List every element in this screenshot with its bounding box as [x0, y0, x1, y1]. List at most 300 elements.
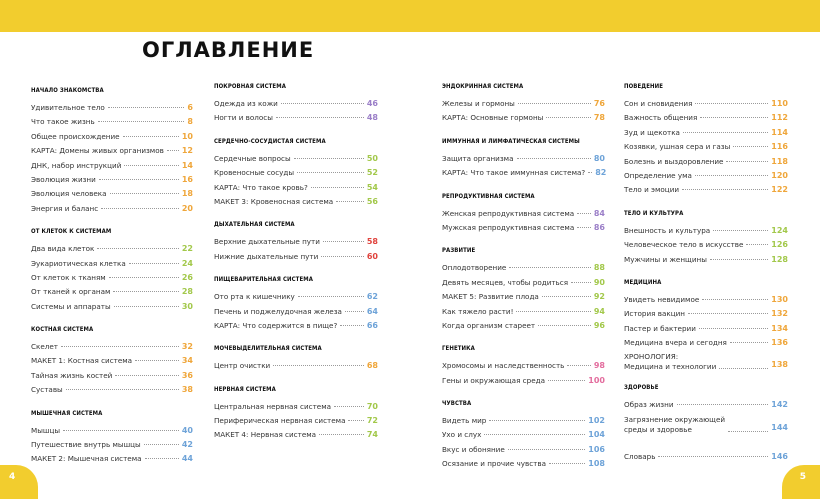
toc-entry[interactable] — [214, 111, 378, 125]
entry-label: Ухо и слух — [442, 430, 482, 440]
toc-entry[interactable] — [624, 238, 788, 252]
toc-entry[interactable] — [214, 166, 378, 180]
entry-page-number: 34 — [181, 356, 193, 366]
entry-label: Мышцы — [31, 425, 61, 435]
section-title: ТЕЛО И КУЛЬТУРА — [624, 209, 684, 217]
toc-section — [31, 227, 193, 314]
entry-label: Тело и эмоции — [624, 185, 680, 195]
dot-leader — [713, 230, 768, 231]
dot-leader — [508, 449, 586, 450]
section-title: РЕПРОДУКТИВНАЯ СИСТЕМА — [442, 192, 535, 200]
toc-entry[interactable] — [31, 452, 193, 466]
entry-label: КАРТА: Домены живых организмов — [31, 146, 164, 156]
section-title: ПОВЕДЕНИЕ — [624, 83, 664, 90]
entry-page-number: 124 — [771, 225, 788, 235]
entry-page-number: 64 — [366, 306, 378, 316]
toc-entry[interactable] — [214, 97, 378, 111]
toc-entry[interactable] — [31, 271, 193, 285]
toc-entry[interactable] — [442, 207, 605, 221]
toc-entry[interactable] — [624, 126, 788, 140]
entry-label: Внешность и культура — [624, 225, 711, 235]
entry-page-number: 114 — [771, 127, 788, 137]
entry-page-number: 128 — [771, 254, 788, 264]
dot-leader — [658, 456, 768, 457]
entry-label: Оплодотворение — [442, 263, 507, 273]
entry-label: ХРОНОЛОГИЯ: Медицина и технологии — [624, 352, 717, 372]
section-title: НАЧАЛО ЗНАКОМСТВА — [31, 87, 104, 94]
entry-page-number: 142 — [771, 400, 788, 410]
dot-leader — [114, 306, 179, 307]
toc-entry[interactable] — [624, 322, 788, 336]
toc-entry[interactable] — [214, 152, 378, 166]
entry-page-number: 112 — [771, 113, 788, 123]
entry-label: Удивительное тело — [31, 103, 105, 112]
dot-leader — [145, 458, 179, 459]
toc-entry[interactable] — [624, 307, 788, 321]
dot-leader — [110, 193, 179, 194]
section-title: СЕРДЕЧНО-СОСУДИСТАЯ СИСТЕМА — [214, 137, 326, 145]
dot-leader — [109, 277, 179, 278]
dot-leader — [746, 244, 768, 245]
toc-entry[interactable] — [214, 195, 378, 209]
entry-page-number: 52 — [366, 168, 378, 178]
toc-section — [442, 399, 605, 472]
entry-label: Определение ума — [624, 170, 692, 180]
dot-leader — [588, 172, 592, 173]
toc-entry[interactable] — [624, 155, 788, 169]
toc-entry[interactable] — [624, 398, 788, 412]
dot-leader — [710, 259, 768, 260]
entry-page-number: 80 — [593, 153, 605, 163]
entry-label: Образ жизни — [624, 400, 674, 410]
toc-column-2 — [214, 82, 378, 454]
dot-leader — [63, 430, 179, 431]
entry-label: Одежда из кожи — [214, 99, 278, 108]
entry-page-number: 146 — [771, 451, 788, 461]
entry-page-number: 86 — [593, 222, 605, 232]
toc-entry[interactable] — [214, 235, 378, 249]
entry-page-number: 110 — [771, 99, 788, 108]
entry-page-number: 96 — [593, 320, 605, 330]
entry-label: МАКЕТ 2: Мышечная система — [31, 454, 142, 464]
toc-entry[interactable] — [214, 290, 378, 304]
entry-label: Общее происхождение — [31, 131, 120, 141]
entry-page-number: 144 — [771, 422, 788, 432]
dot-leader — [276, 117, 364, 118]
dot-leader — [61, 346, 179, 347]
entry-page-number: 68 — [366, 361, 378, 371]
entry-label: Ото рта к кишечнику — [214, 292, 295, 302]
toc-entry[interactable] — [624, 140, 788, 154]
toc-entry[interactable] — [442, 276, 605, 290]
toc-entry[interactable] — [31, 101, 193, 115]
entry-page-number: 22 — [181, 244, 193, 254]
dot-leader — [348, 420, 363, 421]
toc-entry[interactable] — [442, 261, 605, 275]
toc-section — [442, 192, 605, 236]
dot-leader — [321, 256, 364, 257]
entry-label: Мужская репродуктивная система — [442, 222, 575, 232]
dot-leader — [677, 404, 769, 405]
entry-label: Вкус и обоняние — [442, 444, 505, 454]
section-title: НЕРВНАЯ СИСТЕМА — [214, 385, 276, 393]
section-title: ГЕНЕТИКА — [442, 345, 475, 353]
entry-page-number: 24 — [181, 258, 193, 268]
dot-leader — [135, 360, 179, 361]
toc-section — [214, 220, 378, 264]
entry-page-number: 28 — [181, 287, 193, 297]
toc-entry[interactable] — [442, 221, 605, 235]
toc-entry[interactable] — [31, 242, 193, 256]
toc-entry[interactable] — [442, 414, 605, 428]
entry-label: Сердечные вопросы — [214, 153, 291, 163]
entry-page-number: 14 — [181, 160, 193, 170]
toc-entry[interactable] — [624, 224, 788, 238]
entry-label: ДНК, набор инструкций — [31, 160, 122, 170]
toc-column-1 — [31, 86, 193, 478]
entry-label: Загрязнение окружающей среды и здоровье — [624, 414, 726, 434]
toc-entry[interactable] — [624, 413, 788, 435]
toc-entry[interactable] — [442, 428, 605, 442]
entry-label: Как тяжело расти! — [442, 306, 514, 316]
toc-entry[interactable] — [31, 383, 193, 397]
dot-leader — [682, 189, 768, 190]
entry-label: От клеток к тканям — [31, 272, 106, 282]
entry-label: Зуд и щекотка — [624, 127, 680, 137]
entry-label: Хромосомы и наследственность — [442, 361, 565, 371]
entry-label: Верхние дыхательные пути — [214, 237, 320, 247]
toc-entry[interactable] — [31, 354, 193, 368]
dot-leader — [345, 311, 364, 312]
entry-page-number: 20 — [181, 203, 193, 213]
dot-leader — [695, 103, 768, 104]
dot-leader — [509, 267, 591, 268]
entry-label: Два вида клеток — [31, 244, 95, 254]
dot-leader — [700, 117, 768, 118]
dot-leader — [273, 365, 364, 366]
toc-section — [442, 344, 605, 388]
section-title: МЫШЕЧНАЯ СИСТЕМА — [31, 409, 103, 417]
entry-label: Эволюция человека — [31, 189, 107, 199]
entry-page-number: 56 — [366, 196, 378, 206]
dot-leader — [542, 296, 591, 297]
toc-entry[interactable] — [31, 130, 193, 144]
toc-section — [214, 137, 378, 210]
entry-label: Болезнь и выздоровление — [624, 156, 724, 166]
toc-entry[interactable] — [31, 369, 193, 383]
entry-label: Системы и аппараты — [31, 301, 111, 311]
toc-entry[interactable] — [31, 438, 193, 452]
dot-leader — [719, 368, 768, 369]
dot-leader — [167, 150, 179, 151]
toc-section — [214, 275, 378, 333]
entry-page-number: 8 — [187, 117, 193, 127]
toc-entry[interactable] — [624, 253, 788, 267]
dot-leader — [688, 313, 768, 314]
dot-leader — [728, 431, 768, 432]
entry-page-number: 132 — [771, 309, 788, 319]
dot-leader — [101, 208, 179, 209]
toc-entry[interactable] — [31, 173, 193, 187]
dot-leader — [571, 282, 591, 283]
entry-label: Мужчины и женщины — [624, 254, 707, 264]
top-yellow-band — [0, 0, 820, 32]
dot-leader — [340, 325, 364, 326]
section-title: ЗДОРОВЬЕ — [624, 384, 659, 392]
entry-page-number: 46 — [366, 99, 378, 108]
toc-entry[interactable] — [31, 285, 193, 299]
entry-page-number: 18 — [181, 189, 193, 199]
dot-leader — [695, 175, 768, 176]
dot-leader — [518, 103, 591, 104]
toc-section — [624, 278, 788, 373]
entry-page-number: 106 — [588, 444, 605, 454]
entry-label: Женская репродуктивная система — [442, 208, 575, 218]
entry-label: Медицина вчера и сегодня — [624, 338, 727, 348]
toc-column-3 — [442, 82, 605, 483]
toc-entry[interactable] — [442, 97, 605, 111]
entry-page-number: 94 — [593, 306, 605, 316]
toc-entry[interactable] — [442, 359, 605, 373]
toc-entry[interactable] — [31, 144, 193, 158]
section-title: ОТ КЛЕТОК К СИСТЕМАМ — [31, 228, 112, 236]
toc-entry[interactable] — [624, 111, 788, 125]
toc-entry[interactable] — [31, 424, 193, 438]
entry-label: МАКЕТ 3: Кровеносная система — [214, 196, 334, 206]
entry-page-number: 88 — [593, 263, 605, 273]
toc-entry[interactable] — [624, 350, 788, 372]
entry-page-number: 120 — [771, 170, 788, 180]
entry-page-number: 40 — [181, 425, 193, 435]
dot-leader — [334, 406, 364, 407]
toc-section — [624, 383, 788, 434]
dot-leader — [733, 146, 768, 147]
toc-section — [624, 446, 788, 464]
dot-leader — [98, 121, 185, 122]
entry-page-number: 32 — [181, 342, 193, 352]
section-title: ИММУННАЯ И ЛИМФАТИЧЕСКАЯ СИСТЕМЫ — [442, 137, 580, 145]
entry-label: Что такое жизнь — [31, 117, 95, 127]
toc-entry[interactable] — [624, 97, 788, 111]
entry-page-number: 10 — [181, 131, 193, 141]
toc-entry[interactable] — [442, 374, 605, 388]
toc-section — [214, 344, 378, 373]
entry-label: Печень и поджелудочная железа — [214, 306, 342, 316]
toc-entry[interactable] — [214, 305, 378, 319]
dot-leader — [517, 158, 591, 159]
dot-leader — [702, 299, 768, 300]
dot-leader — [298, 296, 364, 297]
entry-page-number: 16 — [181, 174, 193, 184]
entry-page-number: 136 — [771, 338, 788, 348]
entry-label: КАРТА: Что такое иммунная система? — [442, 168, 586, 178]
toc-entry[interactable] — [442, 305, 605, 319]
entry-label: Сон и сновидения — [624, 99, 693, 108]
entry-label: Ногти и волосы — [214, 113, 273, 123]
dot-leader — [336, 201, 364, 202]
entry-label: МАКЕТ 4: Нервная система — [214, 430, 317, 440]
entry-label: Пастер и бактерии — [624, 323, 696, 333]
entry-label: Словарь — [624, 451, 656, 461]
entry-page-number: 6 — [187, 103, 193, 112]
dot-leader — [484, 434, 585, 435]
entry-label: Защита организма — [442, 153, 514, 163]
entry-page-number: 134 — [771, 323, 788, 333]
toc-section — [442, 82, 605, 126]
entry-label: Энергия и баланс — [31, 203, 99, 213]
section-title: МЕДИЦИНА — [624, 278, 662, 286]
toc-section — [442, 137, 605, 181]
toc-entry[interactable] — [31, 115, 193, 129]
dot-leader — [115, 375, 179, 376]
entry-label: Девять месяцев, чтобы родиться — [442, 277, 569, 287]
section-title: МОЧЕВЫДЕЛИТЕЛЬНАЯ СИСТЕМА — [214, 345, 322, 353]
toc-entry[interactable] — [31, 300, 193, 314]
entry-label: Увидеть невидимое — [624, 294, 700, 304]
dot-leader — [319, 434, 364, 435]
page-title: ОГЛАВЛЕНИЕ — [142, 38, 315, 62]
entry-label: Кровеносные сосуды — [214, 168, 295, 178]
toc-entry[interactable] — [624, 183, 788, 197]
toc-entry[interactable] — [31, 257, 193, 271]
left-page-number: 4 — [9, 472, 16, 482]
entry-page-number: 116 — [771, 142, 788, 152]
toc-section — [214, 385, 378, 443]
dot-leader — [549, 463, 585, 464]
section-title: РАЗВИТИЕ — [442, 247, 476, 255]
entry-page-number: 100 — [588, 375, 605, 385]
section-title: ПОКРОВНАЯ СИСТЕМА — [214, 83, 286, 90]
toc-entry[interactable] — [214, 400, 378, 414]
dot-leader — [144, 444, 179, 445]
entry-page-number: 62 — [366, 292, 378, 302]
entry-label: Путешествие внутрь мышцы — [31, 440, 141, 450]
dot-leader — [538, 325, 591, 326]
toc-entry[interactable] — [31, 202, 193, 216]
toc-section — [624, 209, 788, 267]
dot-leader — [108, 107, 185, 108]
toc-entry[interactable] — [214, 428, 378, 442]
entry-page-number: 104 — [588, 430, 605, 440]
toc-entry[interactable] — [624, 169, 788, 183]
toc-entry[interactable] — [624, 293, 788, 307]
entry-label: История вакцин — [624, 309, 685, 319]
toc-section — [31, 409, 193, 467]
entry-page-number: 44 — [181, 454, 193, 464]
entry-page-number: 138 — [771, 360, 788, 370]
section-title: ЧУВСТВА — [442, 400, 472, 408]
entry-page-number: 108 — [588, 459, 605, 469]
dot-leader — [99, 179, 179, 180]
toc-entry[interactable] — [442, 111, 605, 125]
toc-entry[interactable] — [442, 166, 605, 180]
toc-section — [442, 246, 605, 333]
entry-label: Когда организм стареет — [442, 320, 536, 330]
toc-entry[interactable] — [442, 457, 605, 471]
dot-leader — [113, 291, 178, 292]
entry-label: Центральная нервная система — [214, 401, 332, 411]
entry-page-number: 66 — [366, 320, 378, 330]
toc-entry[interactable] — [214, 359, 378, 373]
entry-page-number: 48 — [366, 113, 378, 123]
toc-entry[interactable] — [31, 340, 193, 354]
dot-leader — [294, 158, 364, 159]
dot-leader — [577, 227, 591, 228]
toc-entry[interactable] — [442, 443, 605, 457]
toc-entry[interactable] — [442, 290, 605, 304]
dot-leader — [699, 328, 768, 329]
toc-entry[interactable] — [31, 159, 193, 173]
entry-label: Козявки, ушная сера и газы — [624, 142, 731, 152]
section-title: ПИЩЕВАРИТЕЛЬНАЯ СИСТЕМА — [214, 276, 314, 284]
entry-label: Эукариотическая клетка — [31, 258, 126, 268]
toc-section — [624, 82, 788, 198]
entry-label: Эволюция жизни — [31, 174, 96, 184]
toc-entry[interactable] — [214, 181, 378, 195]
entry-label: Осязание и прочие чувства — [442, 459, 546, 469]
dot-leader — [683, 132, 768, 133]
toc-entry[interactable] — [214, 250, 378, 264]
entry-page-number: 92 — [593, 292, 605, 302]
toc-entry[interactable] — [624, 450, 788, 464]
entry-label: КАРТА: Основные гормоны — [442, 113, 544, 123]
entry-page-number: 84 — [593, 208, 605, 218]
entry-page-number: 72 — [366, 416, 378, 426]
toc-entry[interactable] — [214, 319, 378, 333]
toc-entry[interactable] — [31, 187, 193, 201]
entry-label: Тайная жизнь костей — [31, 370, 113, 380]
dot-leader — [516, 311, 590, 312]
entry-label: Железы и гормоны — [442, 99, 515, 108]
entry-page-number: 58 — [366, 237, 378, 247]
toc-section — [214, 82, 378, 126]
dot-leader — [297, 172, 364, 173]
toc-entry[interactable] — [442, 319, 605, 333]
entry-page-number: 98 — [593, 361, 605, 371]
toc-entry[interactable] — [442, 152, 605, 166]
entry-page-number: 42 — [181, 440, 193, 450]
dot-leader — [66, 389, 179, 390]
entry-label: МАКЕТ 1: Костная система — [31, 356, 133, 366]
dot-leader — [730, 342, 768, 343]
entry-label: Гены и окружающая среда — [442, 375, 545, 385]
entry-page-number: 54 — [366, 182, 378, 192]
entry-page-number: 130 — [771, 294, 788, 304]
toc-section — [31, 86, 193, 216]
entry-label: МАКЕТ 5: Развитие плода — [442, 292, 539, 302]
entry-page-number: 74 — [366, 430, 378, 440]
entry-page-number: 118 — [771, 156, 788, 166]
entry-page-number: 38 — [181, 385, 193, 395]
entry-label: От тканей к органам — [31, 287, 111, 297]
entry-label: Важность общения — [624, 113, 698, 123]
dot-leader — [124, 165, 178, 166]
right-page-number: 5 — [799, 472, 806, 482]
entry-label: Человеческое тело в искусстве — [624, 240, 744, 250]
toc-entry[interactable] — [624, 336, 788, 350]
entry-page-number: 12 — [181, 146, 193, 156]
entry-label: КАРТА: Что такое кровь? — [214, 182, 308, 192]
entry-label: Скелет — [31, 342, 58, 352]
entry-page-number: 122 — [771, 185, 788, 195]
entry-page-number: 90 — [593, 277, 605, 287]
entry-page-number: 50 — [366, 153, 378, 163]
dot-leader — [311, 187, 364, 188]
entry-label: Суставы — [31, 385, 63, 395]
dot-leader — [577, 213, 591, 214]
dot-leader — [129, 263, 179, 264]
toc-entry[interactable] — [214, 414, 378, 428]
